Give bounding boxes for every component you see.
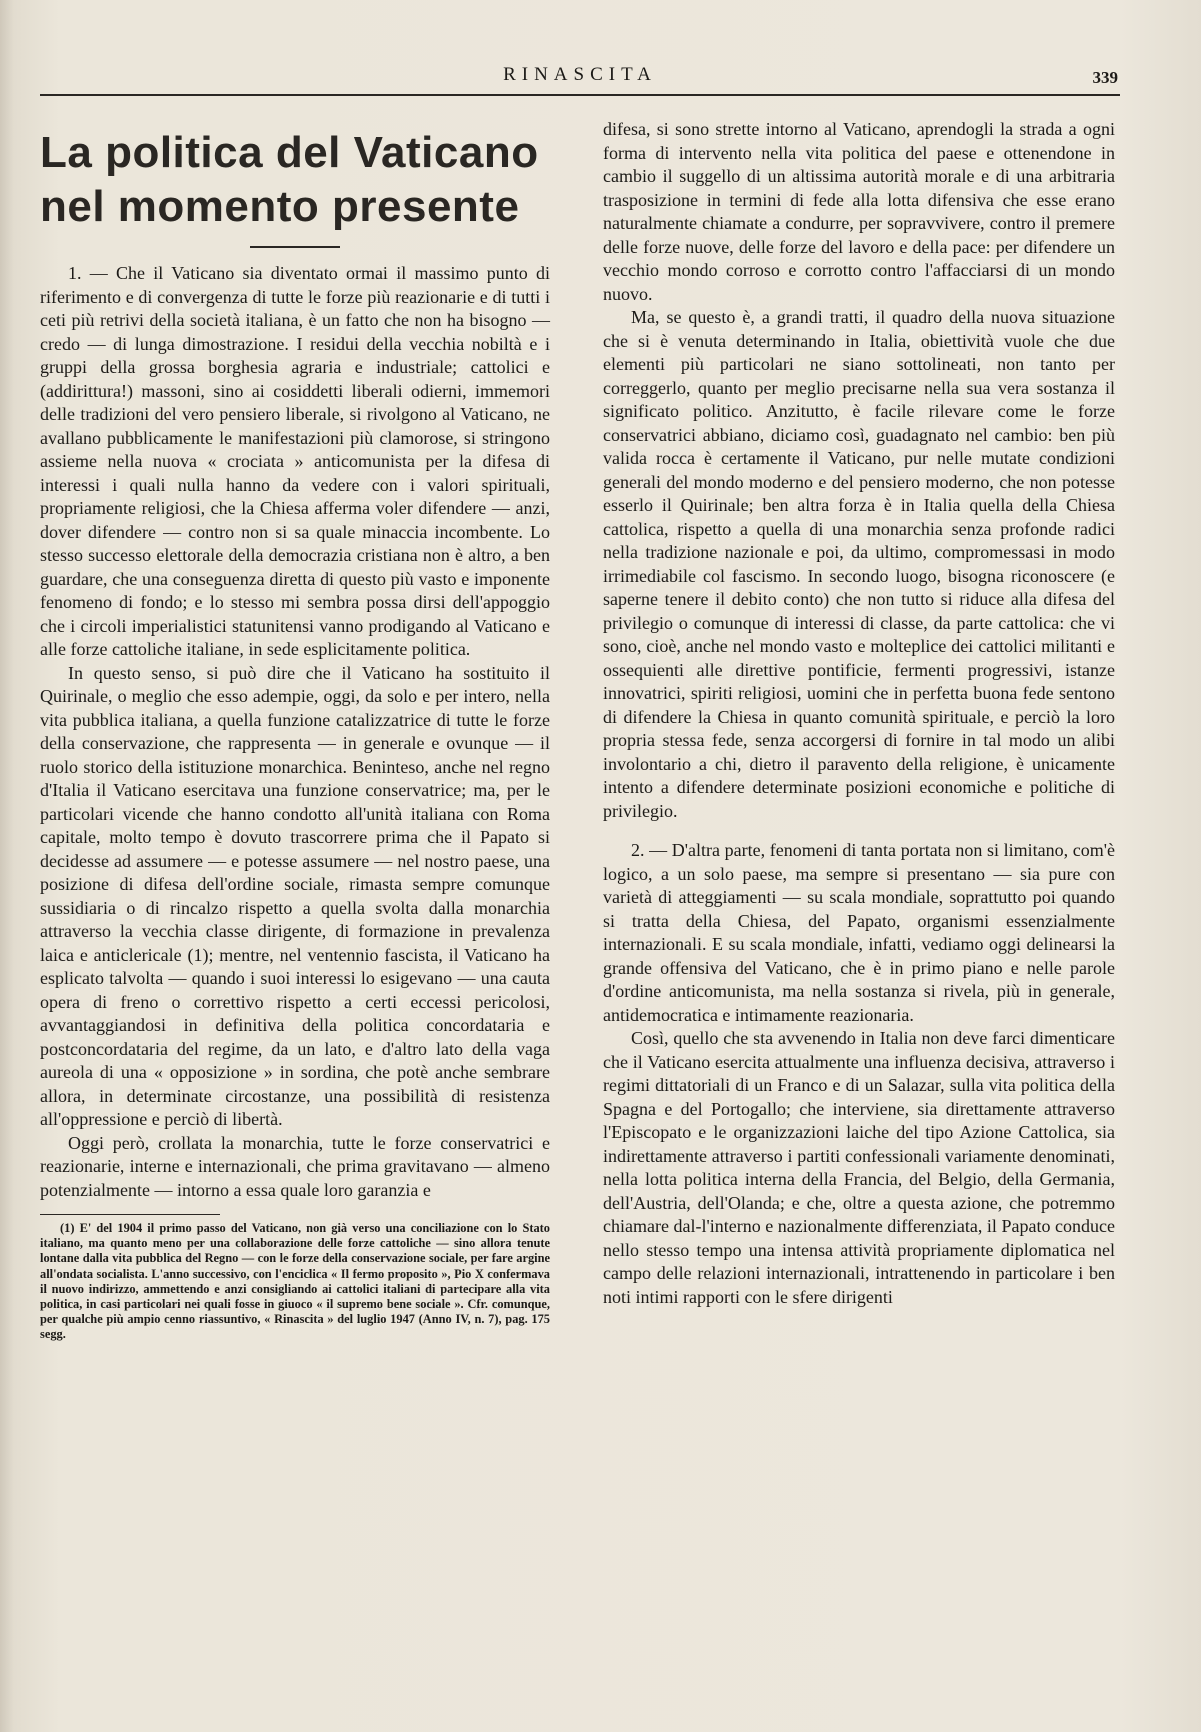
paragraph-left-2: In questo senso, si può dire che il Vaticano ha sostituito il Quirinale, o meglio che esso adempie, oggi, da solo e per intero, nella vita pubblica italiana, a quella funzione catalizzatrice di tutte le forze della conservazione, che rappresenta — in generale e ovunque — il ruolo storico della istituzione monarchica. Beninteso, anche nel regno d'Italia il Vaticano esercitava una funzione conservatrice; ma, per le particolari vicende che hanno condotto all'unità italiana con Roma capitale, molto tempo è dovuto trascorrere prima che il Papato si decidesse ad assumere — e potesse assumere — nel nostro paese, una posizione di difesa dell'ordine sociale, rimasta sempre comunque sussidiaria o di rincalzo rispetto a quella svolta dalla monarchia attraverso la vecchia classe dirigente, di formazione in prevalenza laica e anticlericale (1); mentre, nel ventennio fascista, il Vaticano ha esplicato talvolta — quando i suoi interessi lo esigevano — una cauta opera di freno o correttivo rispetto a certi eccessi pericolosi, avvantaggiandosi in definitiva della politica concordataria e postconcordataria del regime, da un lato, e d'altro lato della vaga aureola di una « opposizione » in sordina, che potè anche sembrare allora, in determinate circostanze, una possibilità di resistenza all'oppressione e perciò di libertà. — [40, 662, 550, 1129]
right-column — [603, 118, 1115, 1309]
paragraph-right-1: difesa, si sono strette intorno al Vaticano, aprendogli la strada a ogni forma di intervento nella vita politica del paese e ottenendone in cambio il suggello di un altissima autorità morale e di una arbitraria trasposizione in termini di fede alla lotta difensiva che esse erano naturalmente chiamate a condurre, per sopravvivere, contro il premere delle forze nuove, delle forze del lavoro e della pace: per difendere un vecchio mondo corroso e corrotto contro l'affacciarsi di un mondo nuovo. — [603, 119, 1115, 304]
title-rule — [250, 246, 340, 248]
running-title: RINASCITA — [503, 64, 657, 85]
article-title-line-2: nel momento presente — [40, 182, 520, 231]
footnote: (1) E' del 1904 il primo passo del Vaticano, non già verso una conciliazione con lo Stato italiano, ma quanto meno per una collaborazione delle forze cattoliche — sino allora tenute lontane dalla vita pubblica del Regno — con le forze della conservazione sociale, per fare argine all'ondata socialista. L'anno successivo, con l'enciclica « Il fermo proposito », Pio X confermava il nuovo indirizzo, ammettendo e anzi consigliando ai cattolici italiani di partecipare alla vita politica, in casi particolari nei quali fosse in giuoco « il supremo bene sociale ». Cfr. comunque, per qualche più ampio cenno riassuntivo, « Rinascita » del luglio 1947 (Anno IV, n. 7), pag. 175 segg. — [40, 1221, 550, 1342]
article-title-line-1: La politica del Vaticano — [40, 128, 539, 177]
article-title — [40, 126, 550, 234]
paragraph-right-2: Ma, se questo è, a grandi tratti, il quadro della nuova situazione che si è venuta determinando in Italia, obiettività vuole che due elementi più particolari ne siano sottolineati, non tanto per correggerlo, quanto per meglio precisarne nella sua vera sostanza il significato politico. Anzitutto, è facile rilevare come le forze conservatrici abbiano, diciamo così, guadagnato nel cambio: ben più valida rocca è certamente il Vaticano, pur nelle mutate condizioni generali del mondo moderno e del pensiero moderno, che non potesse esserlo il Quirinale; ben altra forza è in Italia quella della Chiesa cattolica, rispetto a quella di una monarchia senza profonde radici nella tradizione nazionale e poi, da ultimo, compromessasi in modo irrimediabile col fascismo. In secondo luogo, bisogna riconoscere (e saperne tenere il debito conto) che non tutto si riduce alla difesa del privilegio o comunque di interessi di classe, da parte cattolica: che vi sono, cioè, anche nel mondo vasto e molteplice dei cattolici militanti e ossequienti alle direttive pontificie, fermenti progressivi, istanze innovatrici, spiriti religiosi, uomini che in perfetta buona fede sentono di difendere la Chiesa in quanto comunità spirituale, e perciò la loro propria stessa fede, senza accorgersi di fornire in tal modo un alibi involontario a chi, dietro il paravento della religione, è unicamente intento a difendere determinate posizioni economiche e politiche di privilegio. — [603, 307, 1115, 821]
page-number: 339 — [1092, 68, 1118, 87]
left-column — [40, 118, 550, 1343]
page-header — [40, 60, 1120, 96]
footnote-rule — [40, 1214, 220, 1215]
paragraph-right-4: Così, quello che sta avvenendo in Italia non deve farci dimenticare che il Vaticano esercita attualmente una influenza decisiva, attraverso i regimi dittatoriali di un Franco e di un Salazar, sulla vita politica della Spagna e del Portogallo; che interviene, sia direttamente attraverso l'Episcopato e le organizzazioni laiche del tipo Azione Cattolica, sia indirettamente attraverso i partiti confessionali variamente denominati, nella lotta politica interna della Francia, del Belgio, della Germania, dell'Austria, dell'Olanda; e che, oltre a questa azione, che potremmo chiamare dal-l'interno e nazionalmente differenziata, il Papato conduce nello stesso tempo una intensa attività propriamente diplomatica nel campo delle relazioni internazionali, intrattenendo in particolare i ben noti intimi rapporti con le sfere dirigenti — [603, 1028, 1115, 1307]
section-spacer — [603, 823, 1115, 839]
paragraph-left-1: 1. — Che il Vaticano sia diventato ormai il massimo punto di riferimento e di convergenza di tutte le forze più reazionarie e di tutti i ceti più retrivi della società italiana, è un fatto che non ha bisogno — credo — di lunga dimostrazione. I residui della vecchia nobiltà e i gruppi della grossa borghesia agraria e industriale; cattolici e (addirittura!) massoni, sino ai cosiddetti liberali odierni, immemori delle tradizioni del vero pensiero liberale, si rivolgono al Vaticano, ne avallano pubblicamente le manifestazioni più clamorose, si stringono assieme nella nuova « crociata » anticomunista per la difesa di interessi i quali nulla hanno da vedere con i valori spirituali, propriamente religiosi, che la Chiesa afferma voler difendere — anzi, dover difendere — contro non si sa quale minaccia incombente. Lo stesso successo elettorale della democrazia cristiana non è altro, a ben guardare, che una conseguenza diretta di questo più vasto e imponente fenomeno di fondo; e lo stesso mi sembra possa dirsi dell'appoggio che i circoli imperialistici statunitensi vanno prodigando al Vaticano e alle forze cattoliche italiane, in sede esplicitamente politica. — [40, 263, 550, 659]
paragraph-right-3: 2. — D'altra parte, fenomeni di tanta portata non si limitano, com'è logico, a un solo paese, ma sempre si presentano — sia pure con varietà di atteggiamenti — su scala mondiale, soprattutto poi quando si tratta della Chiesa, del Papato, organismi essenzialmente internazionali. E su scala mondiale, infatti, vediamo oggi delinearsi la grande offensiva del Vaticano, che è in primo piano e nelle parole d'ordine anticomunista, ma nella sostanza si rivela, più in generale, antidemocratica e intimamente reazionaria. — [603, 840, 1115, 1025]
paragraph-left-3: Oggi però, crollata la monarchia, tutte le forze conservatrici e reazionarie, interne e internazionali, che prima gravitavano — almeno potenzialmente — intorno a essa quale loro garanzia e — [40, 1132, 550, 1200]
